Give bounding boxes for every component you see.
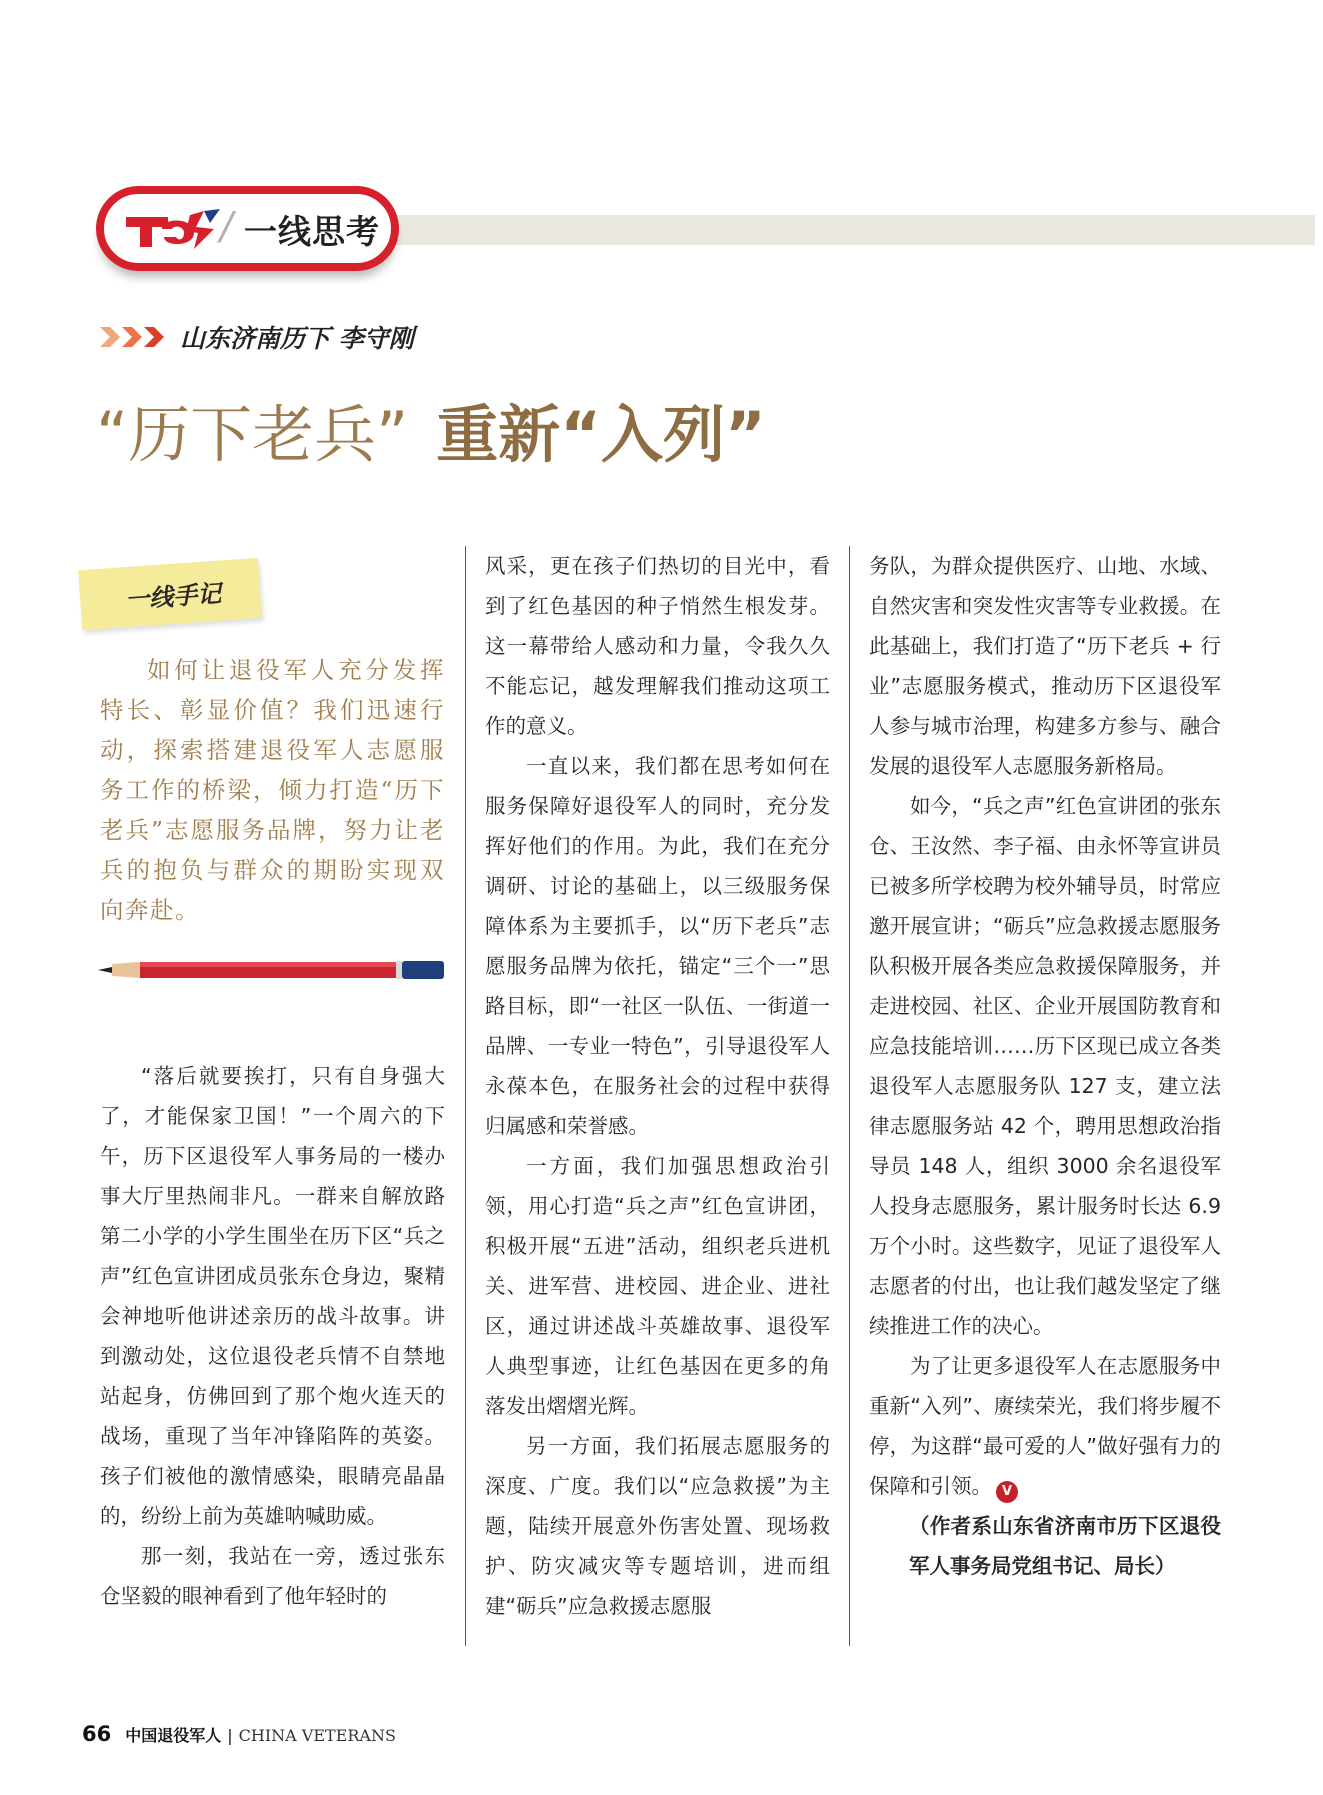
section-badge <box>96 186 399 271</box>
footer-separator: | <box>227 1726 233 1745</box>
paragraph: 另一方面，我们拓展志愿服务的深度、广度。我们以“应急救援”为主题，陆续开展意外伤害处置、现场救护、防灾减灾等专题培训，进而组建“砺兵”应急救援志愿服 <box>485 1434 830 1618</box>
paragraph-final-text: 为了让更多退役军人在志愿服务中重新“入列”、赓续荣光，我们将步履不停，为这群“最可爱的人”做好强有力的保障和引领。 <box>869 1354 1221 1498</box>
headline-part1: “历下老兵” <box>96 398 409 471</box>
headline-part2: 重新“入列” <box>436 398 766 471</box>
paragraph-continued: 务队，为群众提供医疗、山地、水域、自然灾害和突发性灾害等专业救援。在此基础上，我们打造了“历下老兵 + 行业”志愿服务模式，推动历下区退役军人参与城市治理，构建多方参与、融合发展的退役军人志愿服务新格局。 <box>869 554 1221 778</box>
veterans-logo-icon <box>124 207 224 253</box>
body-column-3 <box>869 546 1221 1586</box>
author-note: （作者系山东省济南市历下区退役军人事务局党组书记、局长） <box>909 1514 1221 1578</box>
note-tag-label: 一线手记 <box>124 578 223 615</box>
body-column-1 <box>100 1056 445 1616</box>
paragraph-final <box>869 1346 1221 1506</box>
section-header-bar <box>380 215 1315 245</box>
note-text: 如何让退役军人充分发挥特长、彰显价值？我们迅速行动，探索搭建退役军人志愿服务工作的桥梁，倾力打造“历下老兵”志愿服务品牌，努力让老兵的抱负与群众的期盼实现双向奔赴。 <box>100 656 445 924</box>
magazine-name: 中国退役军人 <box>125 1726 222 1745</box>
pencil-icon <box>98 958 446 982</box>
paragraph: 那一刻，我站在一旁，透过张东仓坚毅的眼神看到了他年轻时的 <box>100 1544 445 1608</box>
paragraph: 一方面，我们加强思想政治引领，用心打造“兵之声”红色宣讲团，积极开展“五进”活动，组织老兵进机关、进军营、进校园、进企业、进社区，通过讲述战斗英雄故事、退役军人典型事迹，让红色基因在更多的角落发出熠熠光辉。 <box>485 1154 830 1418</box>
section-title: 一线思考 <box>244 212 380 251</box>
paragraph: 一直以来，我们都在思考如何在服务保障好退役军人的同时，充分发挥好他们的作用。为此，我们在充分调研、讨论的基础上，以三级服务保障体系为主要抓手，以“历下老兵”志愿服务品牌为依托，锚定“三个一”思路目标，即“一社区一队伍、一街道一品牌、一专业一特色”，引导退役军人永葆本色，在服务社会的过程中获得归属感和荣誉感。 <box>485 754 830 1138</box>
paragraph: 如今，“兵之声”红色宣讲团的张东仓、王汝然、李子福、由永怀等宣讲员已被多所学校聘为校外辅导员，时常应邀开展宣讲；“砺兵”应急救援志愿服务队积极开展各类应急救援保障服务，并走进校园、社区、企业开展国防教育和应急技能培训……历下区现已成立各类退役军人志愿服务队 127 支，建立法律志愿服务站 42 个，聘用思想政治指导员 148 人，组织 3000 余名退役军人投身志愿服务，累计服务时长达 6.9 万个小时。这些数字，见证了退役军人志愿者的付出，也让我们越发坚定了继续推进工作的决心。 <box>869 794 1221 1338</box>
paragraph-continued: 风采，更在孩子们热切的目光中，看到了红色基因的种子悄然生根发芽。这一幕带给人感动和力量，令我久久不能忘记，越发理解我们推动这项工作的意义。 <box>485 554 830 738</box>
column-divider <box>465 546 466 1646</box>
chevron-arrows-icon <box>100 325 166 349</box>
magazine-english-name: CHINA VETERANS <box>238 1726 396 1745</box>
byline: 山东济南历下 李守刚 <box>180 324 414 353</box>
badge-slash: / <box>220 204 233 248</box>
paragraph: “落后就要挨打，只有自身强大了，才能保家卫国！”一个周六的下午，历下区退役军人事务局的一楼办事大厅里热闹非凡。一群来自解放路第二小学的小学生围坐在历下区“兵之声”红色宣讲团成员张东仓身边，聚精会神地听他讲述亲历的战斗故事。讲到激动处，这位退役老兵情不自禁地站起身，仿佛回到了那个炮火连天的战场，重现了当年冲锋陷阵的英姿。孩子们被他的激情感染，眼睛亮晶晶的，纷纷上前为英雄呐喊助威。 <box>100 1064 445 1528</box>
note-tag <box>78 558 262 630</box>
headline <box>96 385 766 474</box>
page-number: 66 <box>82 1722 112 1746</box>
column-divider <box>849 546 850 1646</box>
body-column-2 <box>485 546 830 1626</box>
end-mark-icon: V <box>996 1481 1018 1503</box>
page-footer <box>82 1722 396 1746</box>
